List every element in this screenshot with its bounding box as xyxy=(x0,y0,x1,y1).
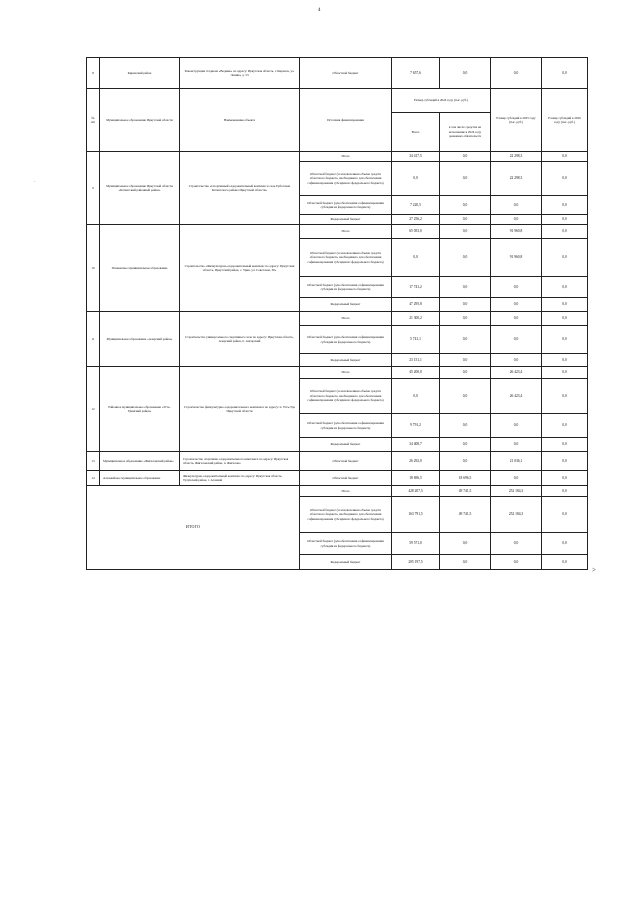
value-cell: 18 696,5 xyxy=(440,471,491,486)
municipality-cell: Алзамайское муниципальное образование xyxy=(100,471,180,486)
value-cell: 0,0 xyxy=(542,452,588,471)
value-cell: 65 053,0 xyxy=(392,225,440,239)
source-cell: Итого xyxy=(300,486,392,497)
value-cell: 0,0 xyxy=(440,162,491,196)
source-cell: Областной бюджет (для обеспечения софинансирования субсидии из федерального бюджета) xyxy=(300,277,392,298)
value-cell: 91 960,8 xyxy=(491,225,542,239)
object-cell: Строительство «Спортивный оздоровительный комплекс в селе Ербогачен Катангского района Иркутской области» xyxy=(180,152,300,225)
value-cell: 0,0 xyxy=(440,215,491,225)
value-cell: 0,0 xyxy=(491,326,542,354)
municipality-cell: Киренский район xyxy=(100,58,180,89)
value-cell: 27 256,2 xyxy=(392,215,440,225)
value-cell: 0,0 xyxy=(542,225,588,239)
value-cell: 0,0 xyxy=(542,354,588,367)
value-cell: 21 036,1 xyxy=(491,452,542,471)
source-cell: Областной бюджет (для обеспечения софинансирования субсидии из федерального бюджета) xyxy=(300,196,392,215)
source-cell: Итого xyxy=(300,312,392,326)
value-cell: 428 207,5 xyxy=(392,486,440,497)
value-cell: 0,0 xyxy=(542,277,588,298)
value-cell: 22 298,3 xyxy=(491,152,542,162)
source-cell: Федеральный бюджет xyxy=(300,215,392,225)
value-cell: 0,0 xyxy=(440,239,491,277)
header-2026: Размер субсидий в 2026 году (тыс. руб.) xyxy=(542,89,588,152)
value-cell: 0,0 xyxy=(542,298,588,312)
object-cell: Строительство универсального спортивного зала по адресу: Иркутская область, Аларский район, п. Ангарский xyxy=(180,312,300,367)
row-number: 8 xyxy=(87,58,100,89)
object-cell: Строительство «Физкультурно-оздоровительный комплекс по адресу: Иркутская область, Иркутский район, с. Урик, ул. Советская, 30» xyxy=(180,225,300,312)
value-cell: 23 151,1 xyxy=(392,354,440,367)
value-cell: 0,0 xyxy=(440,367,491,379)
source-cell: Федеральный бюджет xyxy=(300,298,392,312)
source-cell: Областной бюджет (за исключением объема средств областного бюджета, необходимого для обеспечения софинансирования субсидии из федерального бюджета) xyxy=(300,379,392,414)
value-cell: 5 741,1 xyxy=(392,326,440,354)
source-cell: Областной бюджет (за исключением объема средств областного бюджета, необходимого для обеспечения софинансирования субсидии из федерального бюджета) xyxy=(300,497,392,533)
value-cell: 0,0 xyxy=(542,471,588,486)
value-cell: 0,0 xyxy=(440,298,491,312)
header-object: Наименование объекта xyxy=(180,89,300,152)
value-cell: 0,0 xyxy=(440,555,491,570)
value-cell: 0,0 xyxy=(392,239,440,277)
value-cell: 0,0 xyxy=(491,354,542,367)
table-row xyxy=(87,367,588,379)
value-cell: 0,0 xyxy=(542,215,588,225)
value-cell: 0,0 xyxy=(440,533,491,555)
value-cell: 0,0 xyxy=(542,414,588,438)
value-cell: 0,0 xyxy=(440,196,491,215)
value-cell: 0,0 xyxy=(491,533,542,555)
value-cell: 0,0 xyxy=(440,152,491,162)
municipality-cell: Ушаковское муниципальное образование xyxy=(100,225,180,312)
object-cell: Строительство спортивно-оздоровительного комплекса по адресу: Иркутская область, Жигаловский район, п. Жигалово xyxy=(180,452,300,471)
value-cell: 49 741,5 xyxy=(440,486,491,497)
row-number: 10 xyxy=(87,225,100,312)
value-cell: 34 417,5 xyxy=(392,152,440,162)
value-cell: 252 184,3 xyxy=(491,486,542,497)
value-cell: 0,0 xyxy=(491,471,542,486)
value-cell: 0,0 xyxy=(542,152,588,162)
page-number: 4 xyxy=(318,8,321,13)
value-cell: 0,0 xyxy=(542,196,588,215)
source-cell: Областной бюджет (за исключением объема средств областного бюджета, необходимого для обеспечения софинансирования субсидии из федерального бюджета) xyxy=(300,162,392,196)
value-cell: 0,0 xyxy=(392,379,440,414)
value-cell: 22 298,3 xyxy=(491,162,542,196)
value-cell: 0,0 xyxy=(542,379,588,414)
value-cell: 0,0 xyxy=(542,162,588,196)
table-row xyxy=(87,486,588,497)
value-cell: 0,0 xyxy=(440,326,491,354)
row-number: 14 xyxy=(87,471,100,486)
value-cell: 34 408,7 xyxy=(392,438,440,452)
table-row xyxy=(87,58,588,89)
value-cell: 26 423,4 xyxy=(491,379,542,414)
value-cell: 0,0 xyxy=(542,312,588,326)
value-cell: 0,0 xyxy=(542,533,588,555)
source-cell: Областной бюджет xyxy=(300,58,392,89)
table-row xyxy=(87,452,588,471)
value-cell: 0,0 xyxy=(440,58,491,89)
value-cell: 91 960,8 xyxy=(491,239,542,277)
value-cell: 0,0 xyxy=(491,277,542,298)
value-cell: 0,0 xyxy=(392,162,440,196)
value-cell: 0,0 xyxy=(491,414,542,438)
value-cell: 0,0 xyxy=(440,414,491,438)
table-row xyxy=(87,152,588,162)
value-cell: 0,0 xyxy=(440,225,491,239)
row-number: 11 xyxy=(87,312,100,367)
source-cell: Областной бюджет (для обеспечения софинансирования субсидии из федерального бюджета) xyxy=(300,326,392,354)
value-cell: 0,0 xyxy=(542,438,588,452)
value-cell: 18 696,5 xyxy=(392,471,440,486)
value-cell: 45 200,0 xyxy=(392,367,440,379)
value-cell: 7 657,6 xyxy=(392,58,440,89)
value-cell: 59 571,0 xyxy=(392,533,440,555)
table-header-row xyxy=(87,89,588,113)
header-source: Источник финансирования xyxy=(300,89,392,152)
municipality-cell: Муниципальное образование «Жигаловский район» xyxy=(100,452,180,471)
table-row xyxy=(87,312,588,326)
row-number: 13 xyxy=(87,452,100,471)
value-cell: 26 423,4 xyxy=(491,367,542,379)
page-edge-mark: > xyxy=(592,566,596,574)
table-row xyxy=(87,225,588,239)
value-cell: 0,0 xyxy=(491,438,542,452)
value-cell: 0,0 xyxy=(440,312,491,326)
header-2025: Размер субсидий в 2025 году (тыс. руб.) xyxy=(491,89,542,152)
value-cell: 0,0 xyxy=(440,438,491,452)
source-cell: Федеральный бюджет xyxy=(300,555,392,570)
value-cell: 0,0 xyxy=(440,452,491,471)
object-cell: Строительство физкультурно-оздоровительного комплекса по адресу: п. Усть-Уда Иркутской области xyxy=(180,367,300,452)
value-cell: 0,0 xyxy=(542,555,588,570)
value-cell: 0,0 xyxy=(542,486,588,497)
value-cell: 0,0 xyxy=(542,326,588,354)
value-cell: 0,0 xyxy=(542,58,588,89)
value-cell: 0,0 xyxy=(491,196,542,215)
source-cell: Областной бюджет xyxy=(300,471,392,486)
value-cell: 0,0 xyxy=(491,58,542,89)
subsidy-table xyxy=(86,57,588,570)
value-cell: 0,0 xyxy=(491,312,542,326)
row-number: 9 xyxy=(87,152,100,225)
value-cell: 21 300,2 xyxy=(392,312,440,326)
header-2024: Размер субсидий в 2024 году (тыс. руб.) xyxy=(392,89,491,113)
source-cell: Областной бюджет (за исключением объема средств областного бюджета, необходимого для обеспечения софинансирования субсидии из федерального бюджета) xyxy=(300,239,392,277)
source-cell: Итого xyxy=(300,367,392,379)
value-cell: 7 220,5 xyxy=(392,196,440,215)
value-cell: 252 184,3 xyxy=(491,497,542,533)
value-cell: 0,0 xyxy=(491,215,542,225)
value-cell: 0,0 xyxy=(491,298,542,312)
value-cell: 0,0 xyxy=(440,277,491,298)
value-cell: 0,0 xyxy=(440,354,491,367)
value-cell: 49 741,5 xyxy=(440,497,491,533)
table-row xyxy=(87,471,588,486)
source-cell: Федеральный бюджет xyxy=(300,438,392,452)
source-cell: Областной бюджет xyxy=(300,452,392,471)
header-num: № п/п xyxy=(87,89,100,152)
header-total: Всего xyxy=(392,113,440,152)
source-cell: Итого xyxy=(300,225,392,239)
source-cell: Областной бюджет (для обеспечения софинансирования субсидии из федерального бюджета) xyxy=(300,533,392,555)
object-cell: Реконструкция стадиона «Водник» по адресу: Иркутская область, г. Киренск, ул. Ленина, д. 53 xyxy=(180,58,300,89)
source-cell: Федеральный бюджет xyxy=(300,354,392,367)
source-cell: Итого xyxy=(300,152,392,162)
municipality-cell: Муниципальное образование Иркутской области «Катангский районный район» xyxy=(100,152,180,225)
value-cell: 0,0 xyxy=(542,497,588,533)
source-cell: Областной бюджет (для обеспечения софинансирования субсидии из федерального бюджета) xyxy=(300,414,392,438)
value-cell: 205 197,5 xyxy=(392,555,440,570)
scan-speck: · xyxy=(34,180,36,185)
value-cell: 0,0 xyxy=(440,379,491,414)
municipality-cell: Муниципальное образование «Аларский район» xyxy=(100,312,180,367)
municipality-cell: Районное муниципальное образование «Усть-Удинский район» xyxy=(100,367,180,452)
total-label: ИТОГО xyxy=(87,486,300,570)
value-cell: 47 295,8 xyxy=(392,298,440,312)
value-cell: 0,0 xyxy=(491,555,542,570)
header-municipality: Муниципальное образование Иркутской области xyxy=(100,89,180,152)
value-cell: 26 292,0 xyxy=(392,452,440,471)
header-incl: в том числе средства на исполнение в 2024 году денежных обязательств xyxy=(440,113,491,152)
value-cell: 17 741,2 xyxy=(392,277,440,298)
value-cell: 163 791,5 xyxy=(392,497,440,533)
value-cell: 9 791,2 xyxy=(392,414,440,438)
object-cell: Физкультурно-оздоровительный комплекс по адресу: Иркутская область, Тулунский район, г. Алзамай xyxy=(180,471,300,486)
row-number: 12 xyxy=(87,367,100,452)
value-cell: 0,0 xyxy=(542,239,588,277)
value-cell: 0,0 xyxy=(542,367,588,379)
